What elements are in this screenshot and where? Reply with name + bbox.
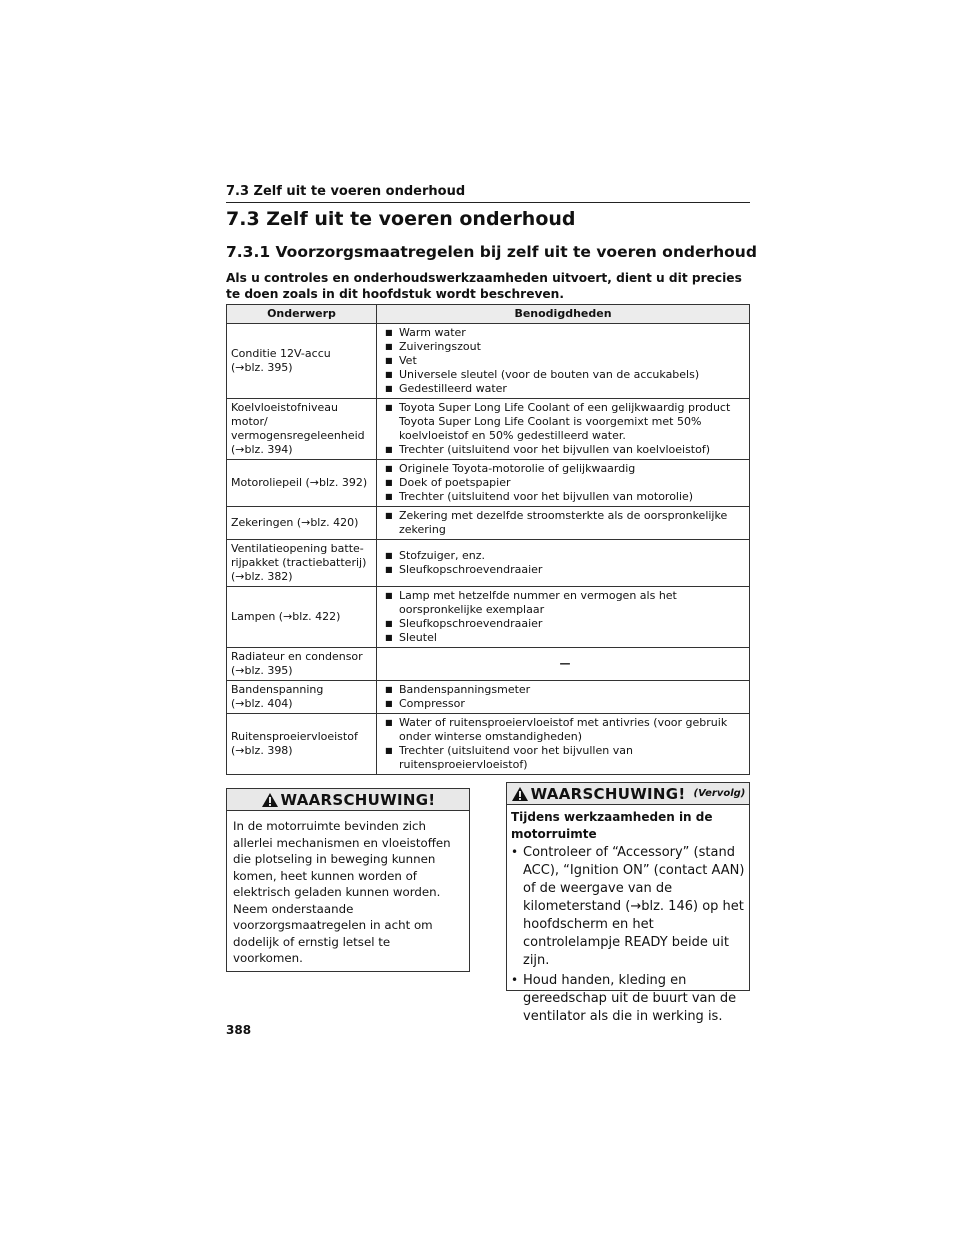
row-subject: Conditie 12V-accu (→blz. 395)	[227, 324, 377, 399]
list-item	[385, 716, 745, 744]
warning-box-continued	[506, 782, 750, 1024]
item-text: Bandenspanningsmeter	[399, 683, 531, 696]
square-bullet-icon: ■	[385, 746, 393, 755]
warning-bullet-text: Controleer of “Accessory” (stand ACC), “Ignition ON” (contact AAN) of de weergave van de kilometerstand (→blz. 146) op het hoofdscherm en het controlelampje READY beide uit zijn.	[523, 845, 745, 968]
table-row	[227, 507, 750, 540]
table-row	[227, 681, 750, 714]
list-item	[385, 368, 745, 382]
row-subject: Radiateur en condensor (→blz. 395)	[227, 648, 377, 681]
square-bullet-icon: ■	[385, 685, 393, 694]
item-text: Zekering met dezelfde stroomsterkte als de oorspronkelijke zekering	[399, 509, 728, 536]
square-bullet-icon: ■	[385, 565, 393, 574]
list-item	[385, 490, 745, 504]
row-subject: Motoroliepeil (→blz. 392)	[227, 460, 377, 507]
list-item	[385, 631, 745, 645]
list-item	[385, 509, 745, 537]
warning-subheading: Tijdens werkzaamheden in de motorruimte	[511, 810, 713, 841]
row-items	[377, 507, 750, 540]
list-item	[385, 443, 745, 457]
item-text: Sleufkopschroevendraaier	[399, 617, 543, 630]
list-item	[385, 744, 745, 772]
list-item	[385, 617, 745, 631]
no-items-dash: —	[559, 657, 571, 670]
row-items	[377, 324, 750, 399]
item-text: Trechter (uitsluitend voor het bijvullen van koelvloeistof)	[399, 443, 711, 456]
item-text: Doek of poetspapier	[399, 476, 511, 489]
list-item	[385, 462, 745, 476]
row-items	[377, 714, 750, 775]
warning-triangle-icon	[261, 792, 279, 808]
item-text: Gedestilleerd water	[399, 382, 507, 395]
list-item	[385, 476, 745, 490]
table-row	[227, 324, 750, 399]
warning-bullet-list	[511, 844, 745, 1026]
list-item	[385, 354, 745, 368]
warning-bullet-text: Houd handen, kleding en gereedschap uit de buurt van de ventilator als die in werking is.	[523, 973, 737, 1024]
intro-paragraph: Als u controles en onderhoudswerkzaamheden uitvoert, dient u dit precies te doen zoals in dit hoofdstuk wordt beschreven.	[226, 271, 742, 301]
list-item	[385, 683, 745, 697]
square-bullet-icon: ■	[385, 370, 393, 379]
list-item	[385, 326, 745, 340]
square-bullet-icon: ■	[385, 328, 393, 337]
row-items	[377, 587, 750, 648]
list-item	[385, 589, 745, 617]
row-subject: Ventilatieopening batte- rijpakket (tractiebatterij) (→blz. 382)	[227, 540, 377, 587]
item-text: Sleutel	[399, 631, 437, 644]
item-text: Vet	[399, 354, 417, 367]
running-header	[226, 180, 750, 203]
row-items	[377, 681, 750, 714]
table-row	[227, 540, 750, 587]
list-item	[385, 563, 745, 577]
square-bullet-icon: ■	[385, 511, 393, 520]
square-bullet-icon: ■	[385, 699, 393, 708]
item-text: Trechter (uitsluitend voor het bijvullen van motorolie)	[399, 490, 694, 503]
warning-title-continued: WAARSCHUWING!	[530, 784, 686, 803]
square-bullet-icon: ■	[385, 619, 393, 628]
item-text: Compressor	[399, 697, 465, 710]
square-bullet-icon: ■	[385, 591, 393, 600]
item-text: Trechter (uitsluitend voor het bijvullen van ruitensproeiervloeistof)	[399, 744, 633, 771]
section-title: 7.3 Zelf uit te voeren onderhoud	[226, 208, 576, 230]
row-subject: Bandenspanning (→blz. 404)	[227, 681, 377, 714]
warning-triangle-icon	[511, 786, 529, 802]
table-header-row	[227, 305, 750, 324]
list-item	[385, 401, 745, 443]
table-body	[227, 324, 750, 775]
warning-header	[227, 789, 469, 811]
warning-header-continued	[507, 783, 749, 805]
requirements-table	[226, 304, 750, 775]
item-text: Sleufkopschroevendraaier	[399, 563, 543, 576]
row-subject: Lampen (→blz. 422)	[227, 587, 377, 648]
table-row	[227, 399, 750, 460]
square-bullet-icon: ■	[385, 464, 393, 473]
item-text: Water of ruitensproeiervloeistof met antivries (voor gebruik onder winterse omstandigheden)	[399, 716, 728, 743]
item-text: Stofzuiger, enz.	[399, 549, 485, 562]
square-bullet-icon: ■	[385, 356, 393, 365]
square-bullet-icon: ■	[385, 551, 393, 560]
item-text: Warm water	[399, 326, 466, 339]
warning-box	[226, 788, 470, 972]
bullet-dot-icon: •	[511, 845, 519, 859]
list-item	[385, 340, 745, 354]
list-item	[385, 697, 745, 711]
page-number: 388	[226, 1023, 252, 1037]
row-items	[377, 540, 750, 587]
table-row	[227, 587, 750, 648]
warning-bullet	[511, 844, 745, 970]
row-items	[377, 648, 750, 681]
square-bullet-icon: ■	[385, 718, 393, 727]
list-item	[385, 382, 745, 396]
item-text: Originele Toyota-motorolie of gelijkwaardig	[399, 462, 636, 475]
item-text: Universele sleutel (voor de bouten van de accukabels)	[399, 368, 700, 381]
running-header-title: 7.3 Zelf uit te voeren onderhoud	[226, 184, 466, 199]
square-bullet-icon: ■	[385, 445, 393, 454]
continued-label: (Vervolg)	[693, 788, 746, 799]
square-bullet-icon: ■	[385, 633, 393, 642]
square-bullet-icon: ■	[385, 478, 393, 487]
square-bullet-icon: ■	[385, 384, 393, 393]
row-subject: Koelvloeistofniveau motor/ vermogensregeleenheid (→blz. 394)	[227, 399, 377, 460]
square-bullet-icon: ■	[385, 403, 393, 412]
row-subject: Ruitensproeiervloeistof (→blz. 398)	[227, 714, 377, 775]
item-text: Toyota Super Long Life Coolant of een gelijkwaardig product Toyota Super Long Life Coolant is voorgemixt met 50% koelvloeistof en 50% gedestilleerd water.	[399, 401, 731, 442]
table-row	[227, 714, 750, 775]
col-subject-header: Onderwerp	[227, 305, 377, 324]
square-bullet-icon: ■	[385, 342, 393, 351]
item-text: Lamp met hetzelfde nummer en vermogen als het oorspronkelijke exemplaar	[399, 589, 677, 616]
bullet-dot-icon: •	[511, 973, 519, 987]
list-item	[385, 549, 745, 563]
subsection-title: 7.3.1 Voorzorgsmaatregelen bij zelf uit te voeren onderhoud	[226, 243, 757, 261]
warning-text: In de motorruimte bevinden zich allerlei mechanismen en vloeistoffen die plotseling in beweging kunnen komen, heet kunnen worden of elektrisch geladen kunnen worden. Neem onderstaande voorzorgsmaatregelen in acht om dodelijk of ernstig letsel te voorkomen.	[233, 819, 451, 965]
table-row	[227, 460, 750, 507]
row-items	[377, 460, 750, 507]
table-row	[227, 648, 750, 681]
row-subject: Zekeringen (→blz. 420)	[227, 507, 377, 540]
warning-bullet	[511, 972, 745, 1026]
warning-title: WAARSCHUWING!	[280, 790, 436, 809]
warning-continued-body	[507, 805, 749, 1030]
col-items-header: Benodigdheden	[377, 305, 750, 324]
item-text: Zuiveringszout	[399, 340, 481, 353]
row-items	[377, 399, 750, 460]
square-bullet-icon: ■	[385, 492, 393, 501]
